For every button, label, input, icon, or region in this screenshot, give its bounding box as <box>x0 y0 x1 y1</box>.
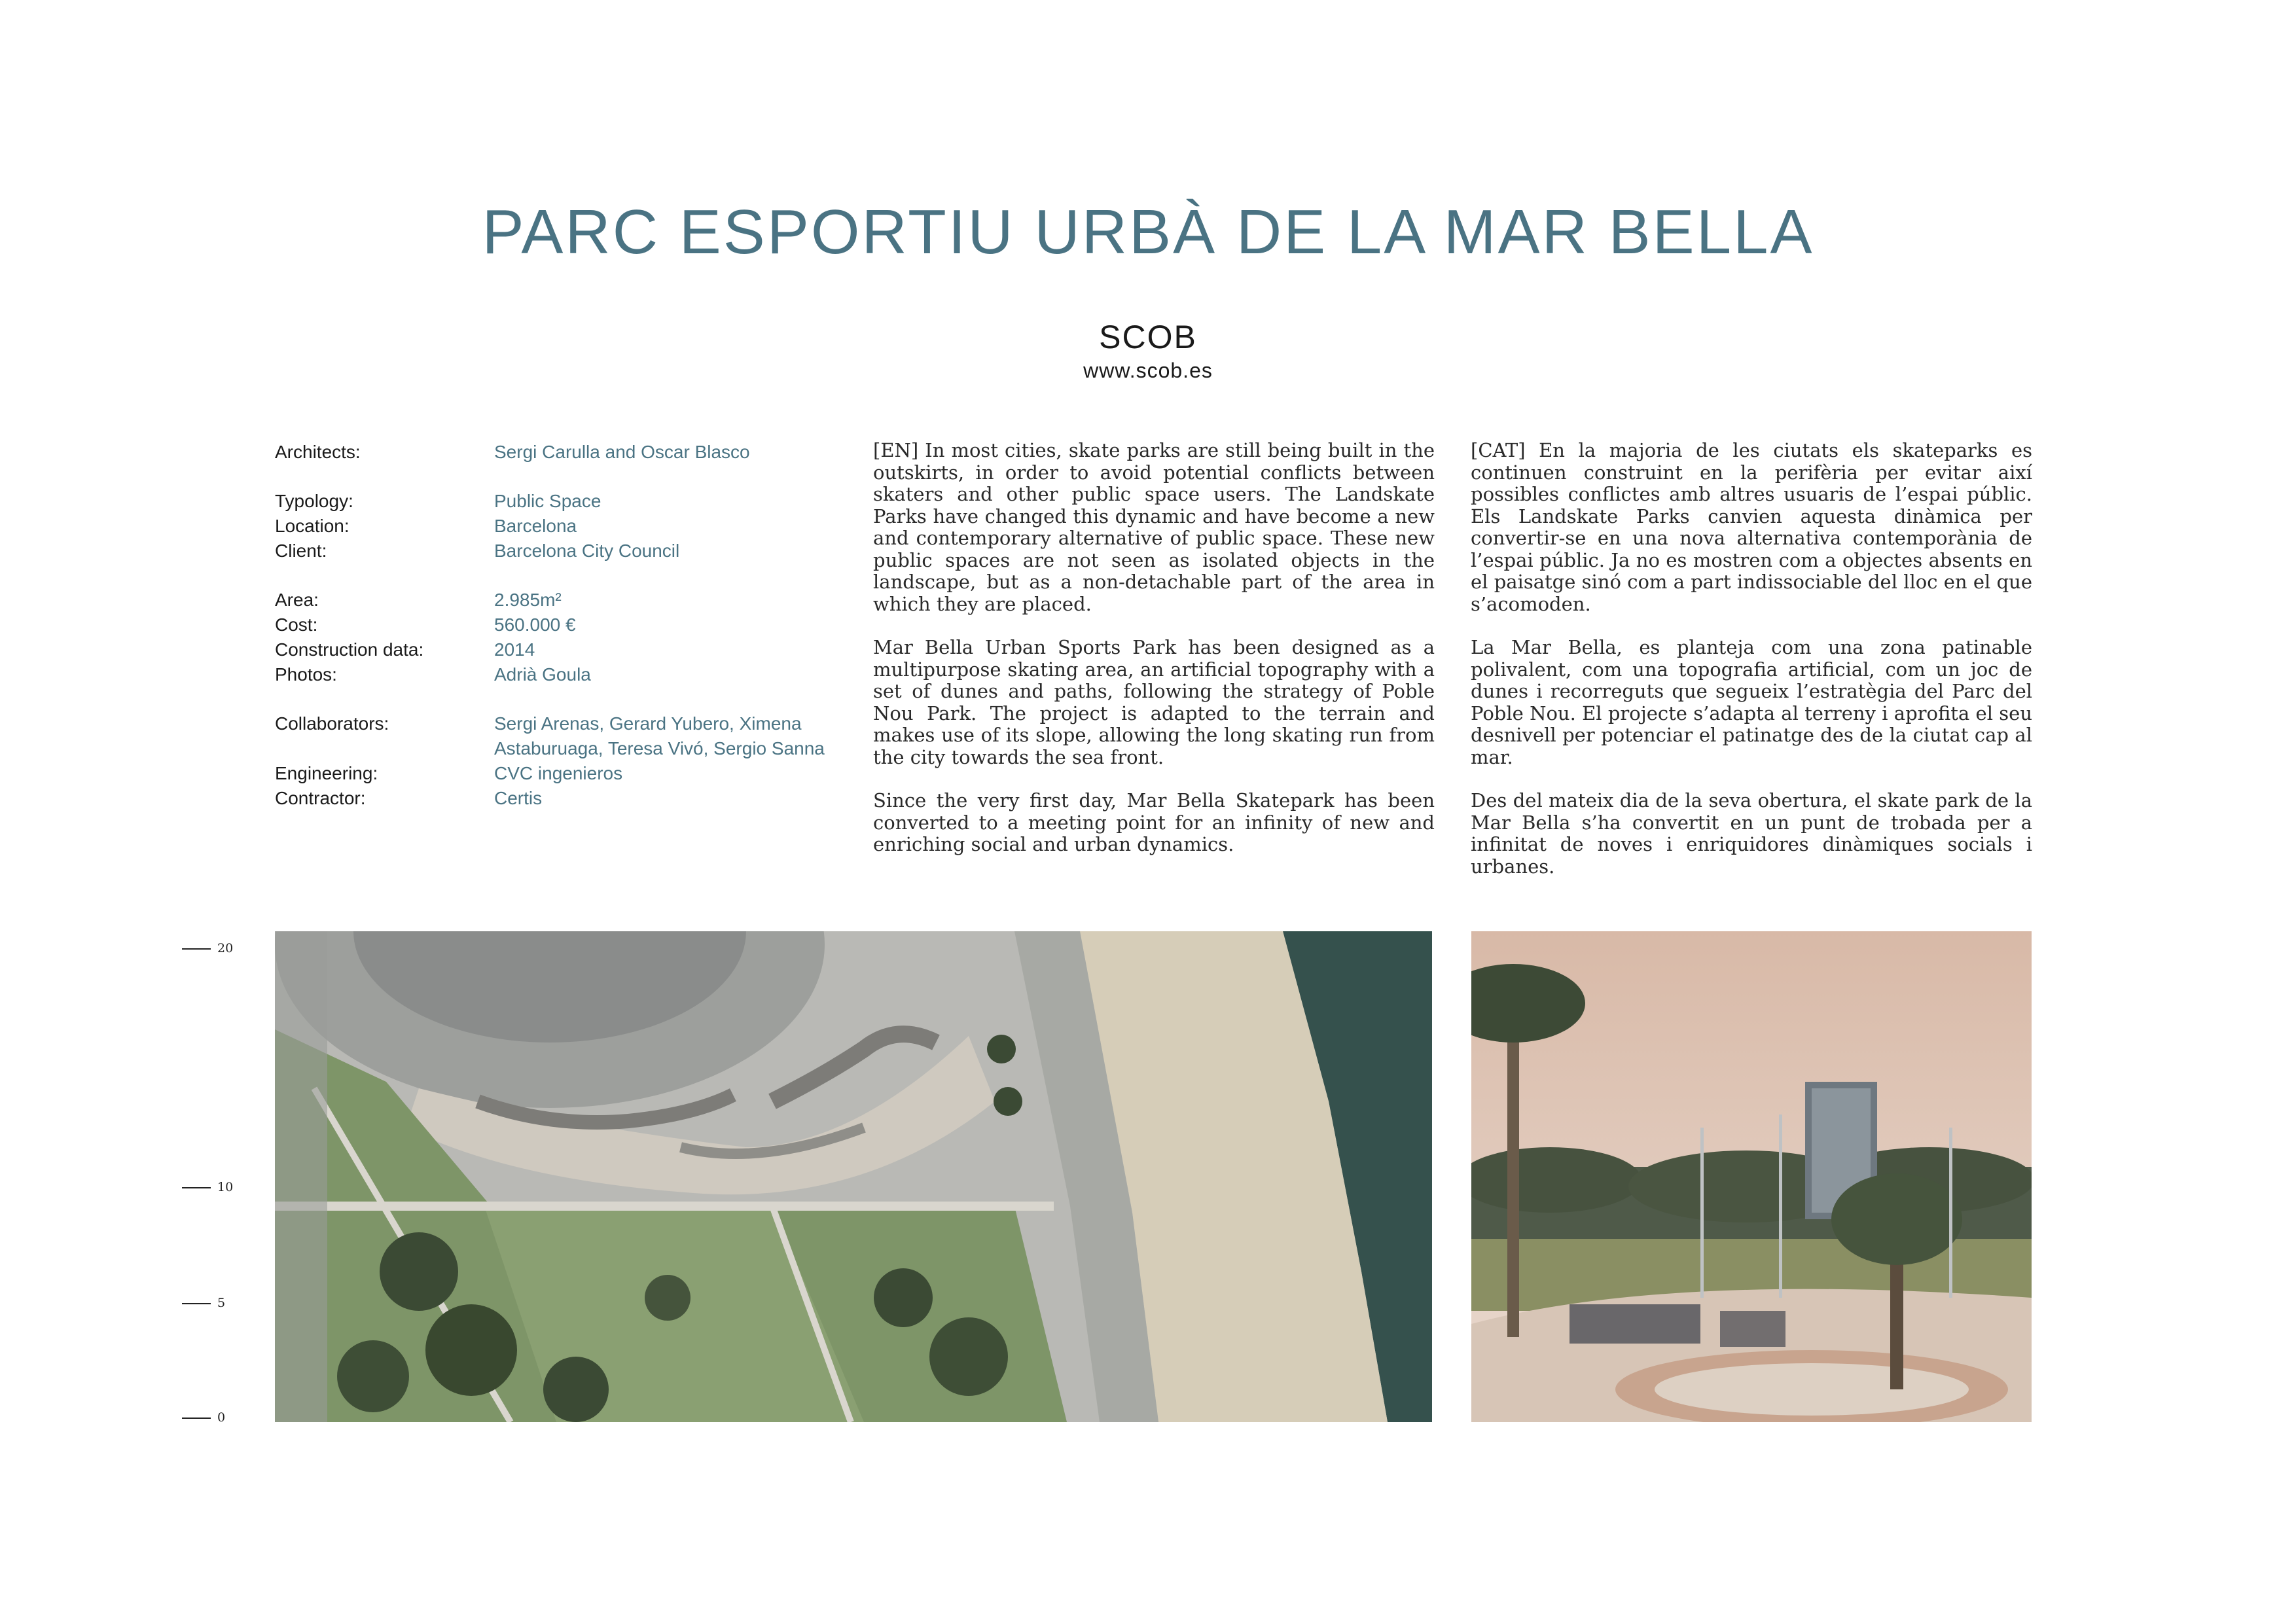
skatepark-photo <box>1471 931 2032 1422</box>
info-label: Area: <box>275 590 319 610</box>
info-value: Barcelona <box>494 516 577 536</box>
info-value: 2.985m² <box>494 590 562 610</box>
paragraph: Des del mateix dia de la seva obertura, el skate park de la Mar Bella s’ha convertit en un punt de trobada per a infinitat de noves i enriquidores dinàmiques socials i urbanes. <box>1471 789 2032 878</box>
page-title: PARC ESPORTIU URBÀ DE LA MAR BELLA <box>482 197 1814 267</box>
paragraph: [CAT] En la majoria de les ciutats els skateparks es continuen construint en la perifèria per evitar així possibles conflictes amb altres usuaris de l’espai públic. Els Landskate Parks canvien aquesta dinàmica per convertir-se en una nova alternativa contemporània de l’espai públic. Ja no es mostren com a objectes absents en el paisatge sinó com a part indissociable del lloc en el que s’acomoden. <box>1471 439 2032 615</box>
info-value: Sergi Arenas, Gerard Yubero, Ximena Astaburuaga, Teresa Vivó, Sergio Sanna <box>494 713 825 758</box>
firm-name: SCOB <box>1099 319 1197 355</box>
info-row-cost <box>275 613 838 637</box>
info-value: Adrià Goula <box>494 664 591 685</box>
info-label: Cost: <box>275 615 318 635</box>
info-label: Engineering: <box>275 763 378 783</box>
info-value: Sergi Carulla and Oscar Blasco <box>494 442 750 462</box>
scale-label: 20 <box>217 941 234 955</box>
info-row-photos <box>275 662 838 687</box>
info-value: 2014 <box>494 639 535 660</box>
scale-mark-0 <box>182 1410 225 1425</box>
info-label: Typology: <box>275 491 353 511</box>
info-label: Collaborators: <box>275 713 389 734</box>
aerial-site-plan-image <box>275 931 1432 1422</box>
info-label: Construction data: <box>275 639 424 660</box>
paragraph: [EN] In most cities, skate parks are still being built in the outskirts, in order to avoid potential conflicts between skaters and other public space users. The Landskate Parks have changed this dynamic and have become a new and contemporary alternative of public space. These new public spaces are not seen as isolated objects in the landscape, but as a non-detachable part of the area in which they are placed. <box>873 439 1435 615</box>
info-row-area <box>275 588 838 613</box>
scale-mark-20 <box>182 941 233 955</box>
info-row-construction <box>275 637 838 662</box>
info-value: 560.000 € <box>494 615 576 635</box>
info-row-client <box>275 539 838 563</box>
scale-label: 0 <box>217 1410 226 1425</box>
scale-label: 10 <box>217 1180 234 1194</box>
paragraph: Since the very first day, Mar Bella Skatepark has been converted to a meeting point for an infinity of new and enriching social and urban dynamics. <box>873 789 1435 855</box>
info-label: Client: <box>275 541 327 561</box>
info-label: Contractor: <box>275 788 366 808</box>
info-label: Photos: <box>275 664 337 685</box>
info-label: Architects: <box>275 442 361 462</box>
info-value: Certis <box>494 788 543 808</box>
paragraph: Mar Bella Urban Sports Park has been designed as a multipurpose skating area, an artificial topography with a set of dunes and paths, following the strategy of Poble Nou Park. The project is adapted to the terrain and makes use of its slope, allowing the long skating run from the city towards the sea front. <box>873 636 1435 768</box>
info-row-typology <box>275 489 838 514</box>
info-value: Public Space <box>494 491 601 511</box>
firm-url: www.scob.es <box>1083 359 1213 382</box>
info-row-architects <box>275 440 838 465</box>
paragraph: La Mar Bella, es planteja com una zona patinable polivalent, com una topografia artificial, com un joc de dunes i recorreguts que segueix l’estratègia del Parc del Poble Nou. El projecte s’adapta al terreny i aprofita el seu desnivell per potenciar el patinatge des de la ciutat cap al mar. <box>1471 636 2032 768</box>
scale-mark-10 <box>182 1180 233 1194</box>
info-row-location <box>275 514 838 539</box>
info-value: Barcelona City Council <box>494 541 680 561</box>
info-row-engineering <box>275 761 838 786</box>
project-info <box>275 440 838 811</box>
info-row-contractor <box>275 786 838 811</box>
text-column-catalan <box>1471 440 2032 899</box>
info-label: Location: <box>275 516 350 536</box>
info-value: CVC ingenieros <box>494 763 623 783</box>
info-row-collaborators <box>275 711 838 761</box>
text-column-english <box>873 440 1435 878</box>
scale-mark-5 <box>182 1296 225 1310</box>
scale-label: 5 <box>217 1296 226 1310</box>
